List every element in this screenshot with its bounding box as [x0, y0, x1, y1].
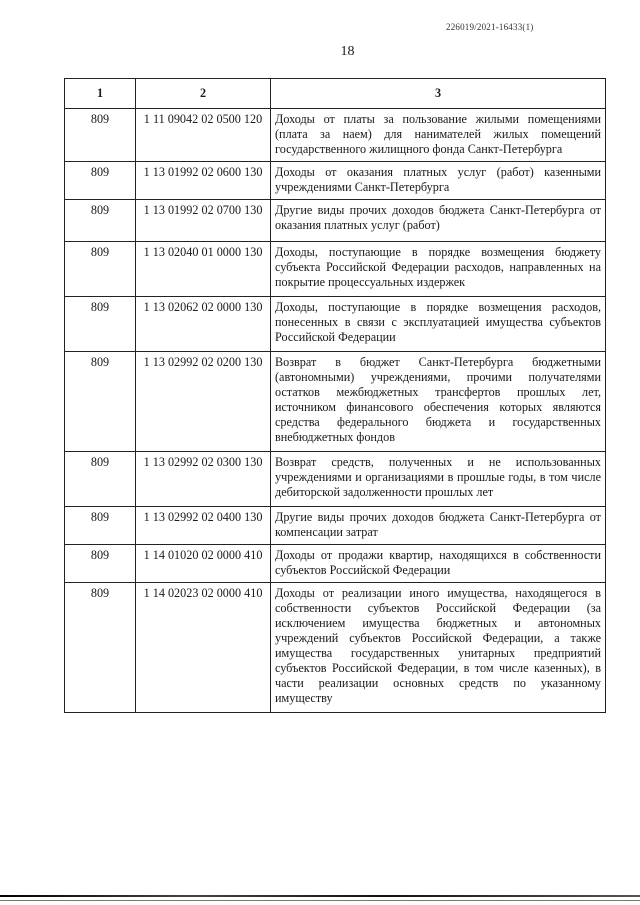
admin-code-cell: 809	[65, 507, 136, 545]
revenue-description-cell: Другие виды прочих доходов бюджета Санкт-Петербурга от оказания платных услуг (работ)	[271, 200, 606, 242]
revenue-description-cell: Доходы от продажи квартир, находящихся в собственности субъектов Российской Федерации	[271, 545, 606, 583]
page-number: 18	[340, 44, 355, 59]
revenue-description-cell: Доходы от реализации иного имущества, находящегося в собственности субъектов Российской Федерации (за исключением имущества бюджетных и автономных учреждений субъектов Российской Федерации, а также имущества государственных унитарных предприятий субъектов Российской Федерации, в том числе казенных), в части реализации основных средств по указанному имуществу	[271, 583, 606, 713]
budget-code-cell: 1 13 02992 02 0400 130	[136, 507, 271, 545]
admin-code-cell: 809	[65, 200, 136, 242]
table-row	[65, 242, 606, 297]
admin-code-cell: 809	[65, 545, 136, 583]
document-id: 226019/2021-16433(1)	[446, 22, 534, 32]
admin-code-cell: 809	[65, 583, 136, 713]
table-body	[65, 109, 606, 713]
column-header-3: 3	[271, 79, 606, 109]
table-row	[65, 109, 606, 162]
budget-code-cell: 1 13 02040 01 0000 130	[136, 242, 271, 297]
table-row	[65, 297, 606, 352]
admin-code-cell: 809	[65, 242, 136, 297]
revenue-description-cell: Возврат средств, полученных и не использованных учреждениями и организациями в прошлые годы, в том числе дебиторской задолженности прошлых лет	[271, 452, 606, 507]
column-header-1: 1	[65, 79, 136, 109]
table-row	[65, 452, 606, 507]
revenue-description-cell: Доходы, поступающие в порядке возмещения расходов, понесенных в связи с эксплуатацией имущества субъектов Российской Федерации	[271, 297, 606, 352]
admin-code-cell: 809	[65, 109, 136, 162]
table-row	[65, 545, 606, 583]
revenue-description-cell: Доходы от оказания платных услуг (работ) казенными учреждениями Санкт-Петербурга	[271, 162, 606, 200]
budget-code-cell: 1 13 02062 02 0000 130	[136, 297, 271, 352]
budget-code-cell: 1 13 02992 02 0200 130	[136, 352, 271, 452]
budget-code-cell: 1 14 02023 02 0000 410	[136, 583, 271, 713]
admin-code-cell: 809	[65, 352, 136, 452]
table-row	[65, 583, 606, 713]
scan-edge-line	[0, 895, 640, 897]
revenue-description-cell: Другие виды прочих доходов бюджета Санкт-Петербурга от компенсации затрат	[271, 507, 606, 545]
table-row	[65, 507, 606, 545]
budget-code-cell: 1 14 01020 02 0000 410	[136, 545, 271, 583]
revenue-codes-table	[64, 78, 606, 713]
table-row	[65, 200, 606, 242]
revenue-description-cell: Доходы от платы за пользование жилыми помещениями (плата за наем) для нанимателей жилых помещений государственного жилищного фонда Санкт-Петербурга	[271, 109, 606, 162]
budget-code-cell: 1 13 02992 02 0300 130	[136, 452, 271, 507]
budget-code-cell: 1 11 09042 02 0500 120	[136, 109, 271, 162]
table-row	[65, 352, 606, 452]
scan-edge-line	[0, 900, 640, 901]
revenue-description-cell: Возврат в бюджет Санкт-Петербурга бюджетными (автономными) учреждениями, прочими получателями остатков межбюджетных трансфертов прошлых лет, источником финансового обеспечения которых являются средства федерального бюджета и государственных внебюджетных фондов	[271, 352, 606, 452]
admin-code-cell: 809	[65, 452, 136, 507]
admin-code-cell: 809	[65, 162, 136, 200]
table-row	[65, 162, 606, 200]
column-header-2: 2	[136, 79, 271, 109]
admin-code-cell: 809	[65, 297, 136, 352]
table-header-row	[65, 79, 606, 109]
budget-code-cell: 1 13 01992 02 0700 130	[136, 200, 271, 242]
budget-code-cell: 1 13 01992 02 0600 130	[136, 162, 271, 200]
revenue-description-cell: Доходы, поступающие в порядке возмещения бюджету субъекта Российской Федерации расходов, направленных на покрытие процессуальных издержек	[271, 242, 606, 297]
